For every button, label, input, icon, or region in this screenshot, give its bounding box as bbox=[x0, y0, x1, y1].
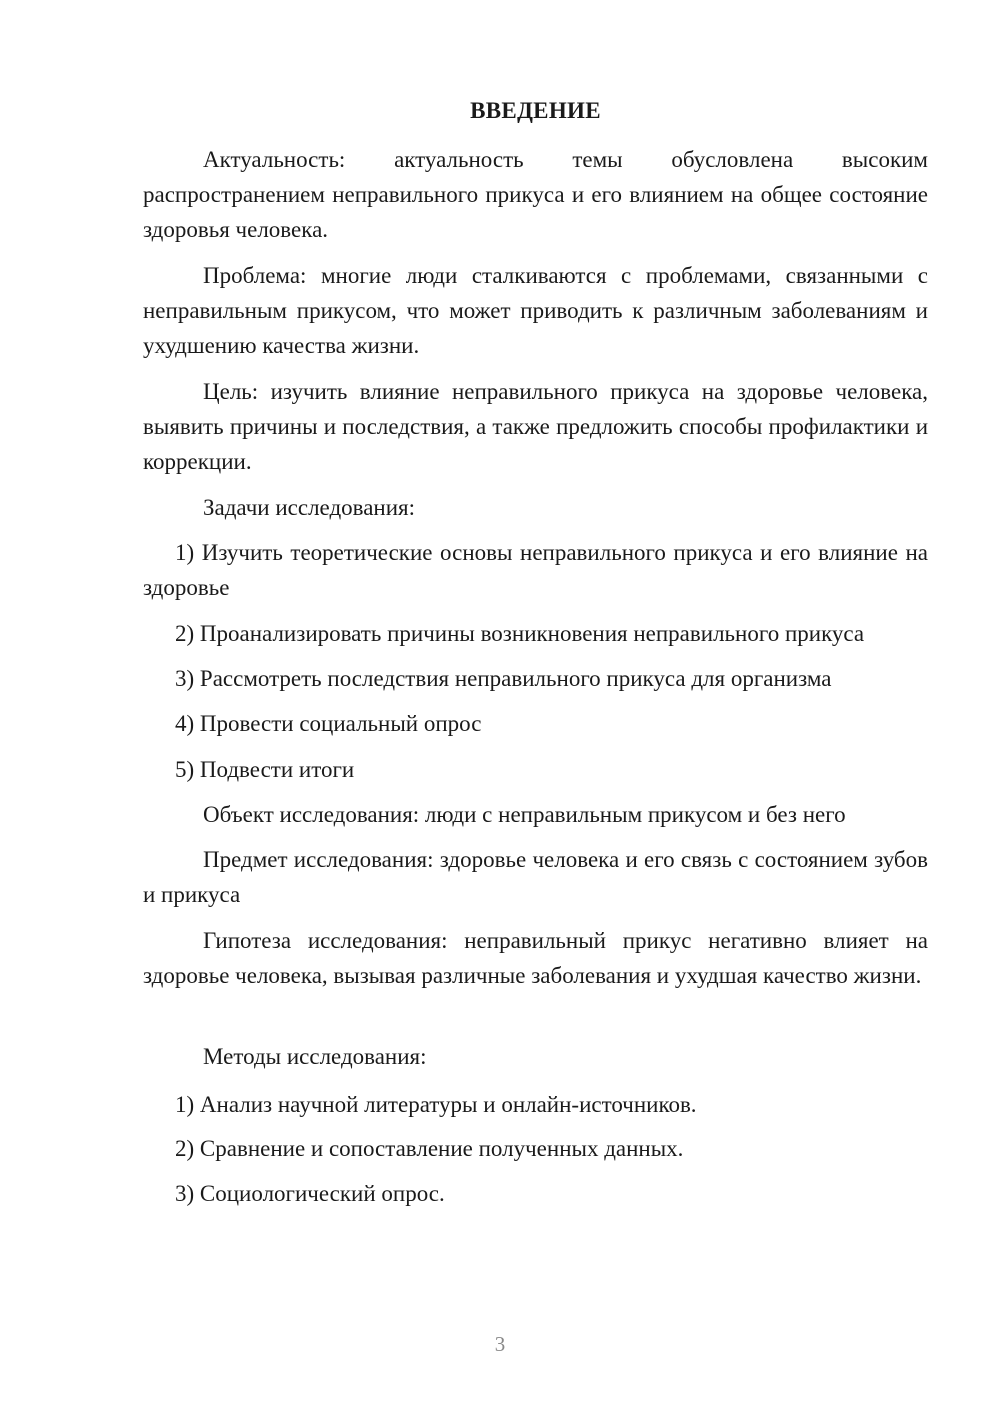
methods-title: Методы исследования: bbox=[203, 1044, 427, 1069]
tasks-title: Задачи исследования: bbox=[203, 495, 416, 520]
goal-paragraph: Цель: изучить влияние неправильного прикуса на здоровье человека, выявить причины и последствия, а также предложить способы профилактики и коррекции. bbox=[143, 379, 928, 474]
task-item-2: 2) Проанализировать причины возникновения неправильного прикуса bbox=[175, 621, 865, 646]
task-item-4: 4) Провести социальный опрос bbox=[175, 711, 482, 736]
method-item-3: 3) Социологический опрос. bbox=[175, 1181, 445, 1206]
page-number: 3 bbox=[494, 1332, 506, 1356]
relevance-paragraph: Актуальность: актуальность темы обусловлена высоким распространением неправильного прикуса и его влиянием на общее состояние здоровья человека. bbox=[143, 147, 928, 242]
problem-paragraph: Проблема: многие люди сталкиваются с проблемами, связанными с неправильным прикусом, что может приводить к различным заболеваниям и ухудшению качества жизни. bbox=[143, 263, 928, 358]
task-item-1: 1) Изучить теоретические основы неправильного прикуса и его влияние на здоровье bbox=[143, 540, 928, 600]
method-item-1: 1) Анализ научной литературы и онлайн-источников. bbox=[175, 1092, 697, 1117]
task-item-3: 3) Рассмотреть последствия неправильного прикуса для организма bbox=[175, 666, 832, 691]
method-item-2: 2) Сравнение и сопоставление полученных данных. bbox=[175, 1136, 684, 1161]
page-title: ВВЕДЕНИЕ bbox=[470, 98, 601, 123]
object-paragraph: Объект исследования: люди с неправильным прикусом и без него bbox=[203, 802, 846, 827]
subject-paragraph: Предмет исследования: здоровье человека и его связь с состоянием зубов и прикуса bbox=[143, 847, 928, 907]
task-item-5: 5) Подвести итоги bbox=[175, 757, 355, 782]
hypothesis-paragraph: Гипотеза исследования: неправильный прикус негативно влияет на здоровье человека, вызывая различные заболевания и ухудшая качество жизни. bbox=[143, 928, 928, 988]
